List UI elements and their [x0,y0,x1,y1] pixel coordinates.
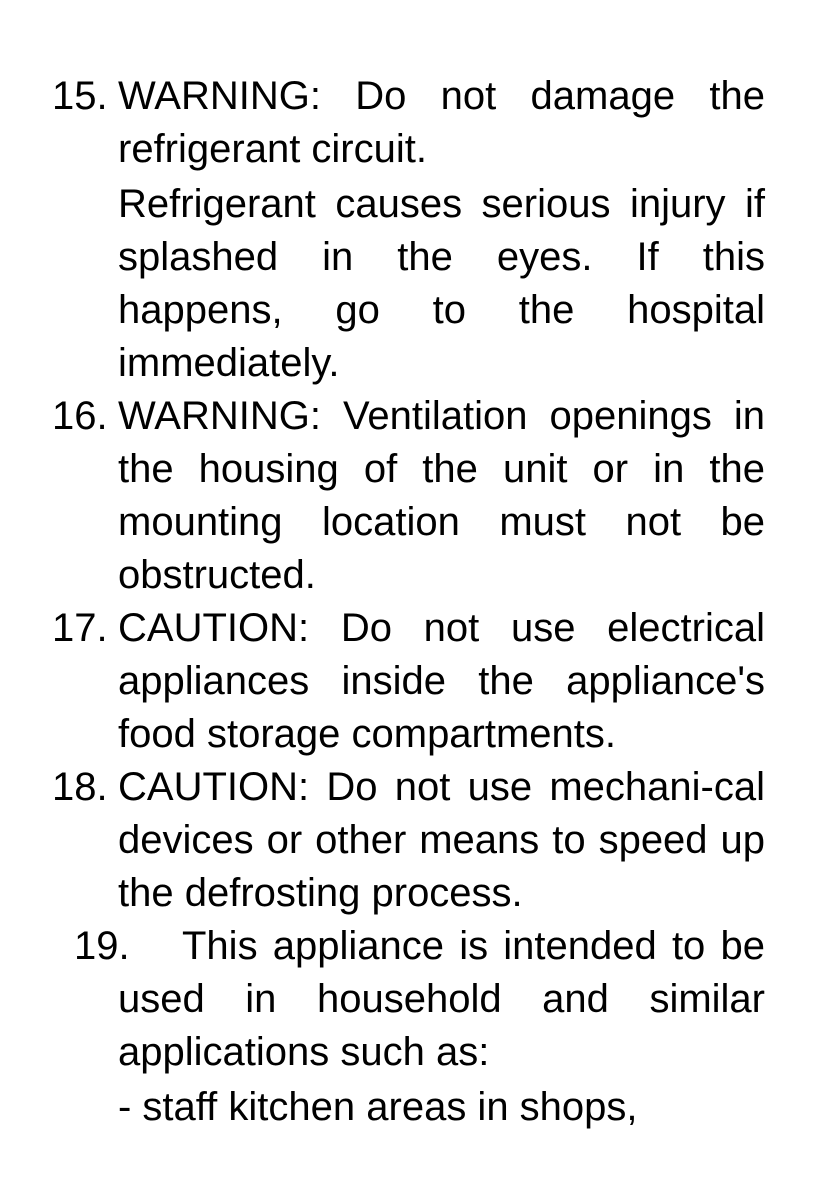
item-paragraph: CAUTION: Do not use electrical appliances inside the appliance's food storage compartments. [118,606,765,756]
item-number: 15. [52,74,108,118]
item-paragraph [118,920,765,1079]
item-number: 19. [74,924,130,968]
list-item-19 [0,920,765,1134]
item-paragraph: - staff kitchen areas in shops, [118,1085,638,1129]
list-item-17 [0,602,765,761]
item-paragraph: Refrigerant causes serious injury if splashed in the eyes. If this happens, go to the hospital immediately. [118,182,765,385]
item-paragraph: WARNING: Ventilation openings in the housing of the unit or in the mounting location must not be obstructed. [118,394,765,597]
item-paragraph: WARNING: Do not damage the refrigerant circuit. [118,74,765,171]
list-item-16 [0,390,765,602]
list-item-15 [0,70,765,390]
item-number: 18. [52,765,108,809]
list-item-18 [0,761,765,920]
item-paragraph: CAUTION: Do not use mechani-cal devices or other means to speed up the defrosting process. [118,765,765,915]
document-page [0,70,840,1134]
item-paragraph-text: This appliance is intended to be used in household and similar applications such as: [118,924,765,1074]
item-number: 16. [52,394,108,438]
item-number: 17. [52,606,108,650]
